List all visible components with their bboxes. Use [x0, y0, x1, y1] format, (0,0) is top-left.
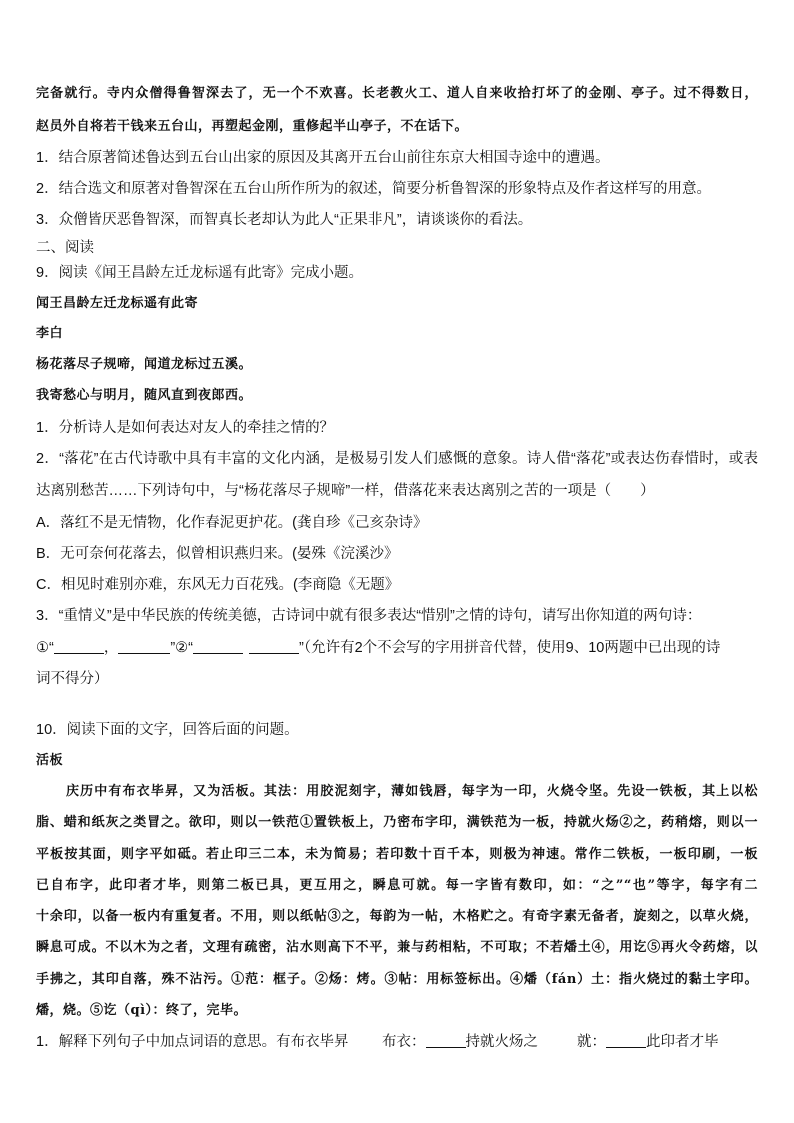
question-9-title: 9．阅读《闻王昌龄左迁龙标遥有此寄》完成小题。	[36, 265, 364, 281]
question-2: 2．结合选文和原著对鲁智深在五台山所作所为的叙述，简要分析鲁智深的形象特点及作者这样写的用意。	[36, 181, 712, 197]
answer-blank-jiu[interactable]	[606, 1033, 646, 1048]
poem-title: 闻王昌龄左迁龙标遥有此寄	[36, 296, 199, 311]
question-10-title: 10．阅读下面的文字，回答后面的问题。	[36, 722, 299, 738]
question-9-1: 1．分析诗人是如何表达对友人的牵挂之情的？	[36, 420, 335, 436]
question-1: 1．结合原著简述鲁达到五台山出家的原因及其离开五台山前往东京大相国寺途中的遭遇。	[36, 150, 610, 166]
answer-blank-2[interactable]	[118, 639, 170, 654]
q3-part-4: ”（允许有2个不会写的字用拼音代替，使用9、10两题中已出现的诗	[298, 640, 721, 656]
passage-line-4: 已自布字，此印者才毕，则第二板已具，更互用之，瞬息可就。每一字皆有数印，如：“之”“也”等字，每字有二	[36, 878, 758, 893]
question-9-3-line-1: 3．“重情义”是中华民族的传统美德，古诗词中就有很多表达“惜别”之情的诗句，请写出你知道的两句诗：	[36, 608, 702, 624]
intro-line-2: 赵员外自将若干钱来五台山，再塑起金刚，重修起半山亭子，不在话下。	[36, 119, 469, 134]
passage-line-8: 燔，烧。⑤讫（qì）：终了，完毕。	[36, 1003, 248, 1018]
answer-blank-1[interactable]	[54, 639, 104, 654]
q3-part-2: ，	[103, 640, 119, 656]
passage-line-1: 庆历中有布衣毕昇，又为活板。其法：用胶泥刻字，薄如钱唇，每字为一印，火烧令坚。先设一铁板，其上以松	[66, 784, 758, 799]
q3-part-3: ”②“	[170, 640, 193, 656]
question-9-2-line-1: 2．“落花”在古代诗歌中具有丰富的文化内涵，是极易引发人们感慨的意象。诗人借“落花”或表达伤春惜时，或表	[36, 451, 758, 467]
question-9-3-line-2	[36, 636, 720, 657]
question-9-2-line-2: 达离别愁苦……下列诗句中，与“杨花落尽子规啼”一样，借落花来表达离别之苦的一项是（ ）	[36, 483, 655, 499]
poem-line-1: 杨花落尽子规啼，闻道龙标过五溪。	[36, 357, 253, 372]
answer-blank-buyi[interactable]	[426, 1033, 466, 1048]
question-3: 3．众僧皆厌恶鲁智深，而智真长老却认为此人“正果非凡”，请谈谈你的看法。	[36, 212, 533, 228]
passage-title: 活板	[36, 753, 64, 768]
passage-line-7: 手拂之，其印自落，殊不沾污。①范：框子。②炀：烤。③帖：用标签标出。④燔（fán）土：指火烧过的黏土字印。	[36, 972, 758, 987]
poem-author: 李白	[36, 326, 64, 341]
answer-blank-4[interactable]	[249, 639, 299, 654]
passage-line-3: 平板按其面，则字平如砥。若止印三二本，未为简易；若印数十百千本，则极为神速。常作二铁板，一板印刷，一板	[36, 847, 758, 862]
intro-line-1: 完备就行。寺内众僧得鲁智深去了，无一个不欢喜。长老教火工、道人自来收拾打坏了的金刚、亭子。过不得数日，	[36, 86, 758, 101]
option-a: A．落红不是无情物，化作春泥更护花。(龚自珍《己亥杂诗》	[36, 515, 428, 531]
q3-part-1: ①“	[36, 640, 54, 656]
item1-text: 持就火炀之	[465, 1034, 538, 1050]
question-10-1-prompt: 1．解释下列句子中加点词语的意思。有布衣毕昇	[36, 1034, 349, 1050]
poem-line-2: 我寄愁心与明月，随风直到夜郎西。	[36, 388, 253, 403]
passage-line-2: 脂、蜡和纸灰之类冒之。欲印，则以一铁范①置铁板上，乃密布字印，满铁范为一板，持就火炀②之，药稍熔，则以一	[36, 815, 758, 830]
option-b: B．无可奈何花落去，似曾相识燕归来。(晏殊《浣溪沙》	[36, 546, 399, 562]
passage-line-5: 十余印，以备一板内有重复者。不用，则以纸帖③之，每韵为一帖，木格贮之。有奇字素无备者，旋刻之，以草火烧，	[36, 909, 758, 924]
option-c: C．相见时难别亦难，东风无力百花残。(李商隐《无题》	[36, 577, 400, 593]
item1-label: 布衣：	[382, 1034, 426, 1050]
question-9-3-line-3: 词不得分）	[36, 671, 109, 687]
answer-blank-3[interactable]	[193, 639, 243, 654]
item2-label: 就：	[577, 1034, 606, 1050]
passage-line-6: 瞬息可成。不以木为之者，文理有疏密，沾水则高下不平，兼与药相粘，不可取；不若燔土④，用讫⑤再火令药熔，以	[36, 940, 758, 955]
item2-text: 此印者才毕	[646, 1034, 719, 1050]
section-heading-reading: 二、阅读	[36, 240, 94, 256]
